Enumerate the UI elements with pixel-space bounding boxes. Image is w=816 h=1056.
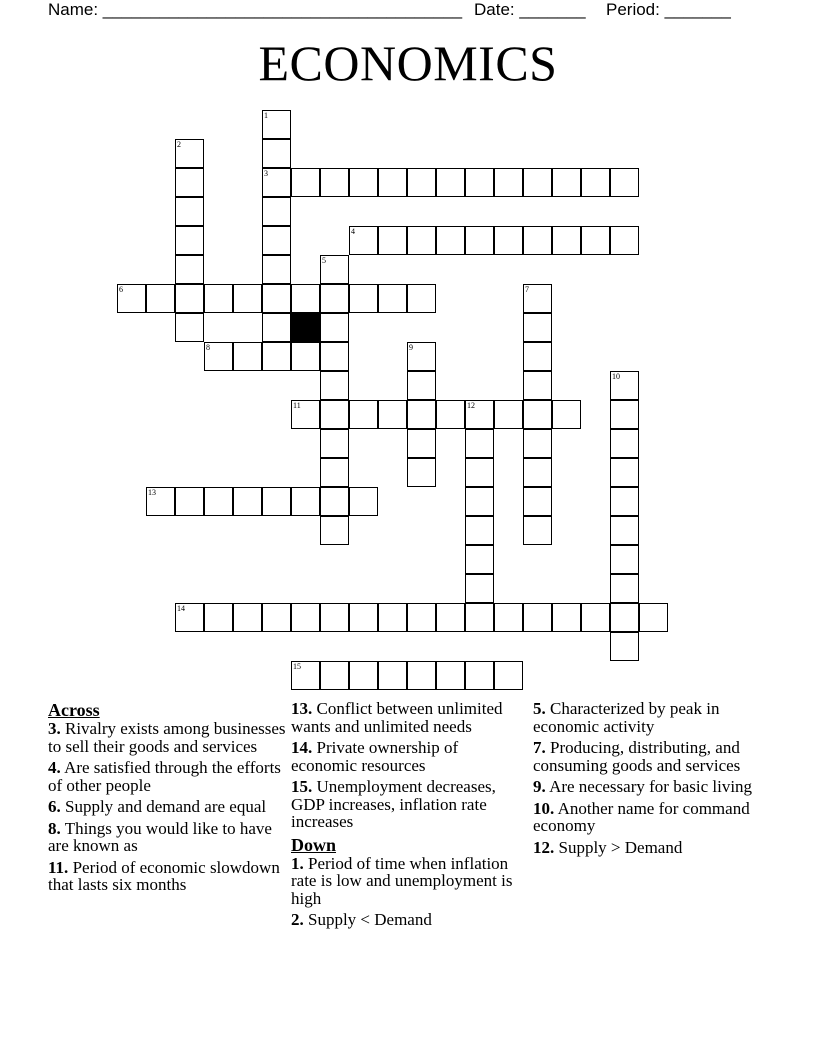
crossword-cell[interactable]: [204, 487, 233, 516]
clue-number: 6.: [48, 797, 61, 816]
clue-text: Supply > Demand: [558, 837, 683, 857]
clue-number: 13.: [291, 699, 313, 718]
crossword-cell[interactable]: [262, 284, 291, 313]
cell-number: 11: [293, 401, 301, 410]
crossword-cell[interactable]: [465, 545, 494, 574]
crossword-cell[interactable]: [407, 458, 436, 487]
crossword-cell[interactable]: [175, 255, 204, 284]
clue-item: [291, 739, 513, 774]
crossword-cell[interactable]: [204, 603, 233, 632]
crossword-cell[interactable]: [175, 226, 204, 255]
crossword-cell[interactable]: [465, 574, 494, 603]
crossword-cell[interactable]: [146, 284, 175, 313]
crossword-cell[interactable]: [407, 371, 436, 400]
crossword-cell[interactable]: [378, 284, 407, 313]
crossword-cell[interactable]: [378, 226, 407, 255]
crossword-cell[interactable]: [436, 226, 465, 255]
clue-number: 9.: [533, 777, 546, 796]
crossword-cell[interactable]: [523, 429, 552, 458]
crossword-cell[interactable]: [378, 603, 407, 632]
clue-item: [48, 820, 288, 855]
clue-item: [533, 800, 773, 835]
crossword-cell[interactable]: [465, 603, 494, 632]
cell-number: 4: [351, 227, 355, 236]
crossword-cell[interactable]: [262, 139, 291, 168]
crossword-cell[interactable]: [494, 226, 523, 255]
crossword-cell[interactable]: [262, 313, 291, 342]
clue-text: Supply and demand are equal: [65, 797, 267, 816]
clue-number: 14.: [291, 738, 313, 757]
crossword-cell[interactable]: [291, 284, 320, 313]
crossword-cell[interactable]: [552, 400, 581, 429]
crossword-cell[interactable]: [320, 313, 349, 342]
crossword-cell[interactable]: [320, 168, 349, 197]
across-heading: Across: [48, 700, 100, 720]
crossword-cell[interactable]: [233, 487, 262, 516]
crossword-cell[interactable]: [175, 168, 204, 197]
cell-number: 1: [264, 111, 268, 120]
crossword-cell[interactable]: [233, 342, 262, 371]
crossword-cell[interactable]: [523, 603, 552, 632]
clue-number: 4.: [48, 758, 61, 777]
clue-item: [533, 739, 773, 774]
crossword-cell[interactable]: [436, 168, 465, 197]
crossword-cell[interactable]: [349, 400, 378, 429]
crossword-cell[interactable]: [175, 284, 204, 313]
clue-item: [48, 859, 288, 894]
across-clue-list: [48, 720, 288, 894]
clue-column-3: [533, 700, 773, 860]
crossword-cell[interactable]: [436, 603, 465, 632]
crossword-cell[interactable]: [349, 487, 378, 516]
cell-number: 10: [612, 372, 620, 381]
clue-item: [533, 778, 773, 796]
clue-item: [291, 911, 513, 929]
crossword-cell[interactable]: [552, 226, 581, 255]
crossword-cell[interactable]: [407, 661, 436, 690]
crossword-cell[interactable]: [349, 603, 378, 632]
clue-text: Private ownership of economic resources: [291, 738, 459, 775]
clue-item: [291, 855, 513, 908]
crossword-cell[interactable]: [610, 168, 639, 197]
clue-text: Things you would like to have are known as: [48, 818, 272, 855]
cell-number: 2: [177, 140, 181, 149]
crossword-cell[interactable]: [610, 487, 639, 516]
crossword-cell[interactable]: [581, 226, 610, 255]
crossword-cell[interactable]: [552, 168, 581, 197]
crossword-cell[interactable]: [175, 197, 204, 226]
clue-text: Characterized by peak in economic activity: [533, 699, 720, 736]
clue-text: Period of economic slowdown that lasts six months: [48, 857, 280, 894]
clue-text: Another name for command economy: [533, 798, 750, 835]
crossword-cell[interactable]: [320, 661, 349, 690]
crossword-cell[interactable]: [233, 603, 262, 632]
crossword-cell[interactable]: [262, 255, 291, 284]
crossword-cell[interactable]: [407, 603, 436, 632]
name-field-label: Name: ______________________________________: [48, 0, 463, 19]
crossword-cell[interactable]: [465, 226, 494, 255]
cell-number: 14: [177, 604, 185, 613]
clue-item: [291, 700, 513, 735]
clue-number: 3.: [48, 719, 61, 738]
clue-column-1: [48, 700, 288, 898]
crossword-cell[interactable]: [407, 284, 436, 313]
crossword-cell[interactable]: [639, 603, 668, 632]
crossword-cell[interactable]: [610, 226, 639, 255]
crossword-cell[interactable]: [378, 661, 407, 690]
crossword-cell[interactable]: [291, 168, 320, 197]
crossword-cell[interactable]: [494, 400, 523, 429]
crossword-cell[interactable]: [320, 458, 349, 487]
crossword-cell[interactable]: [523, 342, 552, 371]
crossword-cell[interactable]: [494, 661, 523, 690]
crossword-cell[interactable]: [349, 661, 378, 690]
crossword-cell[interactable]: [262, 226, 291, 255]
crossword-cell[interactable]: [581, 603, 610, 632]
down-clue-list: [291, 855, 513, 929]
crossword-cell[interactable]: [320, 429, 349, 458]
crossword-cell[interactable]: [320, 342, 349, 371]
crossword-cell[interactable]: [175, 313, 204, 342]
cell-number: 15: [293, 662, 301, 671]
clue-number: 11.: [48, 857, 69, 877]
clue-item: [533, 700, 773, 735]
clue-column-2: [291, 700, 513, 933]
clue-text: Are necessary for basic living: [549, 777, 753, 796]
cell-number: 5: [322, 256, 326, 265]
crossword-cell[interactable]: [610, 458, 639, 487]
crossword-cell[interactable]: [610, 603, 639, 632]
crossword-cell[interactable]: [233, 284, 262, 313]
crossword-cell[interactable]: [291, 342, 320, 371]
clue-number: 5.: [533, 699, 546, 718]
clue-number: 15.: [291, 777, 313, 796]
crossword-cell[interactable]: [523, 516, 552, 545]
down-clue-list-continued: [533, 700, 773, 856]
crossword-cell[interactable]: [465, 516, 494, 545]
crossword-cell[interactable]: [523, 487, 552, 516]
clue-item: [291, 778, 513, 831]
cell-number: 6: [119, 285, 123, 294]
crossword-cell[interactable]: [581, 168, 610, 197]
crossword-cell[interactable]: [610, 545, 639, 574]
cell-number: 7: [525, 285, 529, 294]
crossword-cell[interactable]: [320, 487, 349, 516]
crossword-cell[interactable]: [523, 371, 552, 400]
clue-text: Period of time when inflation rate is low and unemployment is high: [291, 853, 513, 908]
crossword-cell[interactable]: [349, 284, 378, 313]
clue-item: [48, 759, 288, 794]
clue-text: Producing, distributing, and consuming goods and services: [533, 738, 741, 775]
crossword-cell[interactable]: [610, 429, 639, 458]
clue-number: 1.: [291, 853, 304, 873]
crossword-cell[interactable]: [407, 429, 436, 458]
cell-number: 13: [148, 488, 156, 497]
crossword-cell[interactable]: [349, 168, 378, 197]
black-square: [291, 313, 320, 342]
crossword-cell[interactable]: [552, 603, 581, 632]
crossword-cell[interactable]: [523, 313, 552, 342]
crossword-cell[interactable]: [523, 226, 552, 255]
crossword-cell[interactable]: [320, 284, 349, 313]
clue-text: Are satisfied through the efforts of other people: [48, 758, 281, 795]
clue-text: Supply < Demand: [308, 910, 432, 929]
crossword-cell[interactable]: [610, 400, 639, 429]
crossword-cell[interactable]: [291, 487, 320, 516]
crossword-cell[interactable]: [523, 458, 552, 487]
clue-number: 7.: [533, 738, 546, 757]
crossword-cell[interactable]: [262, 603, 291, 632]
clue-item: [533, 839, 773, 857]
crossword-cell[interactable]: [291, 603, 320, 632]
crossword-cell[interactable]: [320, 400, 349, 429]
crossword-cell[interactable]: [320, 603, 349, 632]
cell-number: 12: [467, 401, 475, 410]
cell-number: 8: [206, 343, 210, 352]
clue-text: Rivalry exists among businesses to sell their goods and services: [48, 719, 286, 756]
crossword-cell[interactable]: [523, 168, 552, 197]
crossword-cell[interactable]: [262, 342, 291, 371]
crossword-cell[interactable]: [175, 487, 204, 516]
crossword-cell[interactable]: [204, 284, 233, 313]
crossword-cell[interactable]: [320, 371, 349, 400]
crossword-cell[interactable]: [610, 632, 639, 661]
crossword-cell[interactable]: [407, 168, 436, 197]
crossword-cell[interactable]: [436, 661, 465, 690]
crossword-cell[interactable]: [378, 400, 407, 429]
crossword-cell[interactable]: [494, 168, 523, 197]
cell-number: 9: [409, 343, 413, 352]
crossword-cell[interactable]: [262, 487, 291, 516]
crossword-cell[interactable]: [378, 168, 407, 197]
clue-number: 12.: [533, 837, 555, 857]
crossword-cell[interactable]: [436, 400, 465, 429]
clue-number: 8.: [48, 818, 61, 838]
crossword-cell[interactable]: [320, 516, 349, 545]
clue-number: 2.: [291, 910, 304, 929]
clue-number: 10.: [533, 798, 555, 818]
crossword-cell[interactable]: [407, 226, 436, 255]
crossword-cell[interactable]: [465, 661, 494, 690]
crossword-cell[interactable]: [610, 516, 639, 545]
crossword-cell[interactable]: [262, 197, 291, 226]
crossword-cell[interactable]: [465, 429, 494, 458]
crossword-cell[interactable]: [494, 603, 523, 632]
clue-item: [48, 720, 288, 755]
crossword-cell[interactable]: [523, 400, 552, 429]
date-field-label: Date: _______: [474, 0, 586, 19]
crossword-cell[interactable]: [465, 458, 494, 487]
clue-item: [48, 798, 288, 816]
crossword-cell[interactable]: [465, 487, 494, 516]
crossword-cell[interactable]: [465, 168, 494, 197]
clue-text: Conflict between unlimited wants and unlimited needs: [291, 699, 503, 736]
crossword-cell[interactable]: [407, 400, 436, 429]
period-field-label: Period: _______: [606, 0, 731, 19]
cell-number: 3: [264, 169, 268, 178]
crossword-cell[interactable]: [610, 574, 639, 603]
down-heading: Down: [291, 834, 337, 855]
clue-text: Unemployment decreases, GDP increases, inflation rate increases: [291, 777, 496, 831]
across-clue-list-continued: [291, 700, 513, 831]
page-title: ECONOMICS: [258, 35, 558, 91]
